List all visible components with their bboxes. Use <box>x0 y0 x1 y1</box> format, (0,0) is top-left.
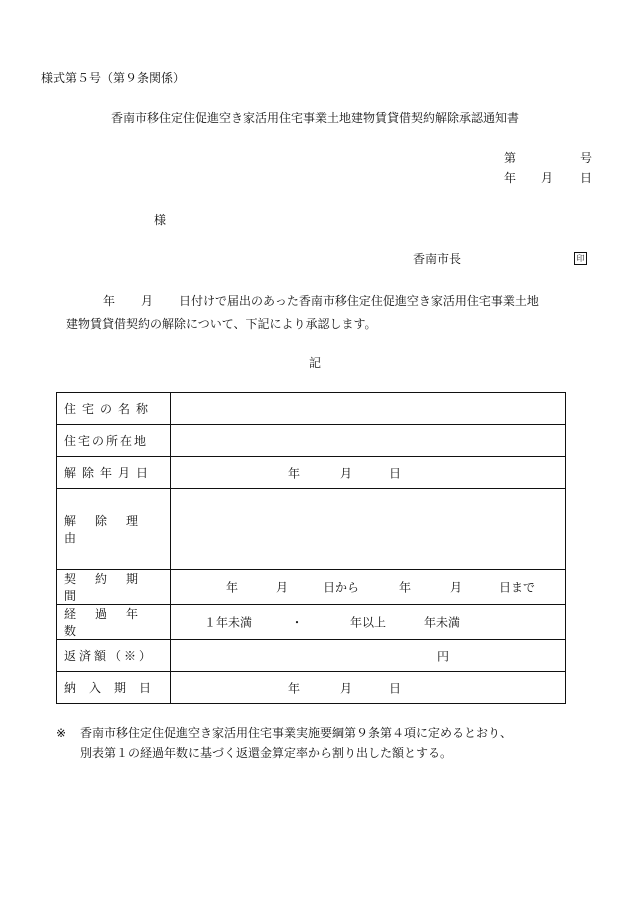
body-month: 月 <box>141 294 154 308</box>
label-contract-period: 契約期間 <box>64 572 158 603</box>
document-title: 香南市移住定住促進空き家活用住宅事業土地建物賃貸借契約解除承認通知書 <box>110 111 519 125</box>
note-mark: ※ <box>56 726 67 740</box>
period-start-year: 年 <box>226 580 239 595</box>
cancel-date-year: 年 <box>288 466 301 480</box>
body-line-1 <box>103 295 539 307</box>
label-cancel-date: 解除年月日 <box>64 466 155 480</box>
row-label <box>57 570 171 605</box>
elapsed-years-field[interactable] <box>171 605 566 640</box>
ki-heading: 記 <box>308 356 321 370</box>
label-cancel-reason: 解除理由 <box>64 514 158 545</box>
label-payment-due: 納入期日 <box>64 681 165 695</box>
cancel-date-month: 月 <box>340 466 353 480</box>
addressee-suffix: 様 <box>154 213 167 227</box>
due-date-day: 日 <box>389 681 402 695</box>
table-row <box>57 393 566 425</box>
body-year: 年 <box>103 294 116 308</box>
table-row <box>57 425 566 457</box>
label-residence-address: 住宅の所在地 <box>64 434 149 448</box>
row-label <box>57 605 171 640</box>
repayment-unit: 円 <box>437 649 450 663</box>
elapsed-option-under-1[interactable]: １年未満 <box>204 615 253 630</box>
table-row <box>57 605 566 640</box>
row-label <box>57 672 171 704</box>
residence-name-field[interactable] <box>171 393 566 425</box>
date-month: 月 <box>541 171 554 185</box>
due-date-year: 年 <box>288 681 301 695</box>
period-end-day: 日まで <box>499 580 536 595</box>
table-row <box>57 672 566 704</box>
cancel-date-day: 日 <box>389 466 402 480</box>
row-label <box>57 640 171 672</box>
label-elapsed-years: 経過年数 <box>64 607 158 638</box>
elapsed-option-under[interactable]: 年未満 <box>424 615 461 630</box>
body-line-2: 建物賃貸借契約の解除について、下記により承認します。 <box>66 317 377 331</box>
cancel-reason-field[interactable] <box>171 489 566 570</box>
doc-number-prefix: 第 <box>504 151 517 165</box>
due-date-month: 月 <box>340 681 353 695</box>
doc-number-suffix: 号 <box>580 151 593 165</box>
cancel-date-field[interactable] <box>171 457 566 489</box>
seal-mark: 印 <box>574 252 587 265</box>
table-row <box>57 457 566 489</box>
table-row <box>57 489 566 570</box>
body-line1-text: 日付けで届出のあった香南市移住定住促進空き家活用住宅事業土地 <box>179 294 539 308</box>
date-day: 日 <box>580 171 593 185</box>
elapsed-option-over[interactable]: 年以上 <box>350 615 387 630</box>
payment-due-field[interactable] <box>171 672 566 704</box>
table-row <box>57 570 566 605</box>
contract-period-field[interactable] <box>171 570 566 605</box>
info-table <box>56 392 566 704</box>
row-label <box>57 489 171 570</box>
form-label: 様式第５号（第９条関係） <box>41 71 186 85</box>
row-label <box>57 393 171 425</box>
elapsed-separator: ・ <box>291 615 304 630</box>
note-line-2: 別表第１の経過年数に基づく返還金算定率から割り出した額とする。 <box>80 746 453 760</box>
period-end-month: 月 <box>450 580 463 595</box>
note-line-1: 香南市移住定住促進空き家活用住宅事業実施要綱第９条第４項に定めるとおり、 <box>80 726 513 740</box>
label-repayment-amount: 返済額（※） <box>64 649 155 663</box>
date-year: 年 <box>504 171 517 185</box>
row-label <box>57 457 171 489</box>
issuer-name: 香南市長 <box>413 252 462 266</box>
residence-address-field[interactable] <box>171 425 566 457</box>
label-residence-name: 住宅の名称 <box>64 402 155 416</box>
period-start-month: 月 <box>276 580 289 595</box>
row-label <box>57 425 171 457</box>
period-end-year: 年 <box>399 580 412 595</box>
table-row <box>57 640 566 672</box>
repayment-amount-field[interactable] <box>171 640 566 672</box>
period-start-day: 日から <box>323 580 360 595</box>
